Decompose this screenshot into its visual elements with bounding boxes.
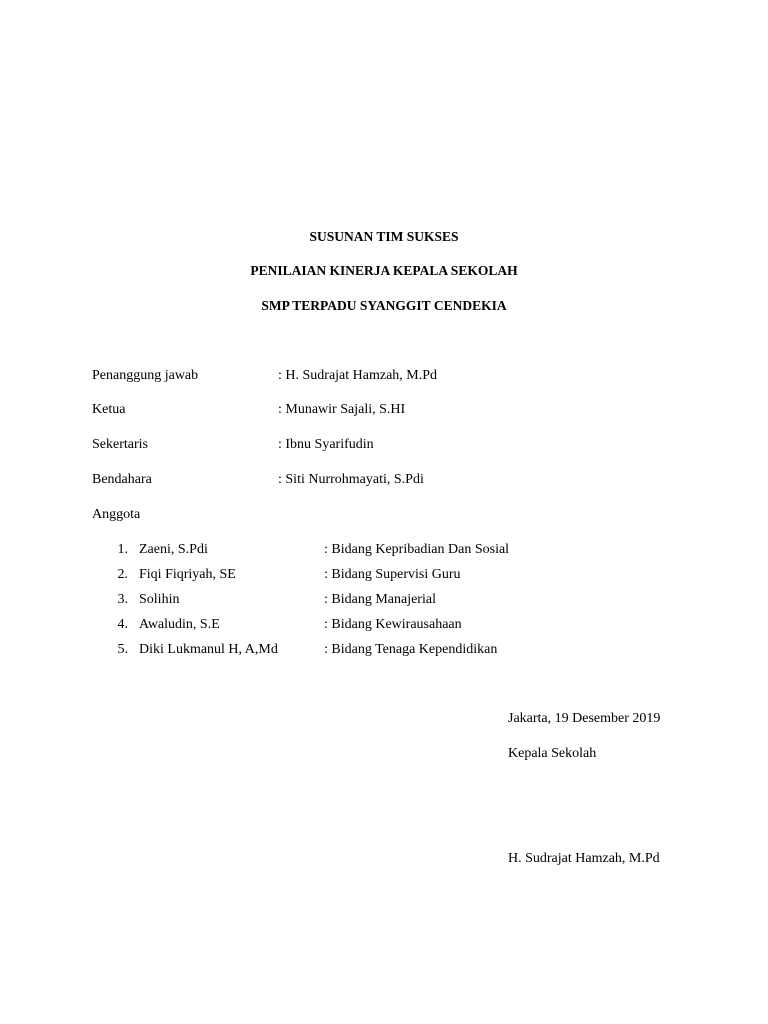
member-name: Awaludin, S.E <box>139 617 220 632</box>
officer-label: Sekertaris <box>92 437 148 452</box>
doc-title-line-3: SMP TERPADU SYANGGIT CENDEKIA <box>261 298 507 313</box>
member-field: : Bidang Tenaga Kependidikan <box>324 642 498 657</box>
officer-label: Penanggung jawab <box>92 368 199 383</box>
member-number: 4. <box>117 617 128 632</box>
member-name: Zaeni, S.Pdi <box>139 542 208 557</box>
member-number: 2. <box>117 567 128 582</box>
member-field: : Bidang Manajerial <box>324 592 436 607</box>
officer-label: Ketua <box>92 402 126 417</box>
signature-name: H. Sudrajat Hamzah, M.Pd <box>508 851 660 866</box>
member-number: 5. <box>117 642 128 657</box>
member-name: Diki Lukmanul H, A,Md <box>139 642 278 657</box>
member-name: Fiqi Fiqriyah, SE <box>139 567 236 582</box>
officer-value: : Ibnu Syarifudin <box>278 437 374 452</box>
member-number: 3. <box>117 592 128 607</box>
officer-value: : H. Sudrajat Hamzah, M.Pd <box>278 368 438 383</box>
member-name: Solihin <box>139 592 180 607</box>
signature-place-date: Jakarta, 19 Desember 2019 <box>508 711 661 726</box>
officer-value: : Munawir Sajali, S.HI <box>278 402 406 417</box>
officer-label: Bendahara <box>92 472 152 487</box>
doc-title-line-2: PENILAIAN KINERJA KEPALA SEKOLAH <box>250 263 518 278</box>
signature-position: Kepala Sekolah <box>508 746 597 761</box>
members-heading: Anggota <box>92 507 141 522</box>
officer-value: : Siti Nurrohmayati, S.Pdi <box>278 472 424 487</box>
member-number: 1. <box>117 542 128 557</box>
doc-title-line-1: SUSUNAN TIM SUKSES <box>309 229 459 244</box>
member-field: : Bidang Kewirausahaan <box>324 617 462 632</box>
member-field: : Bidang Supervisi Guru <box>324 567 461 582</box>
member-field: : Bidang Kepribadian Dan Sosial <box>324 542 510 557</box>
